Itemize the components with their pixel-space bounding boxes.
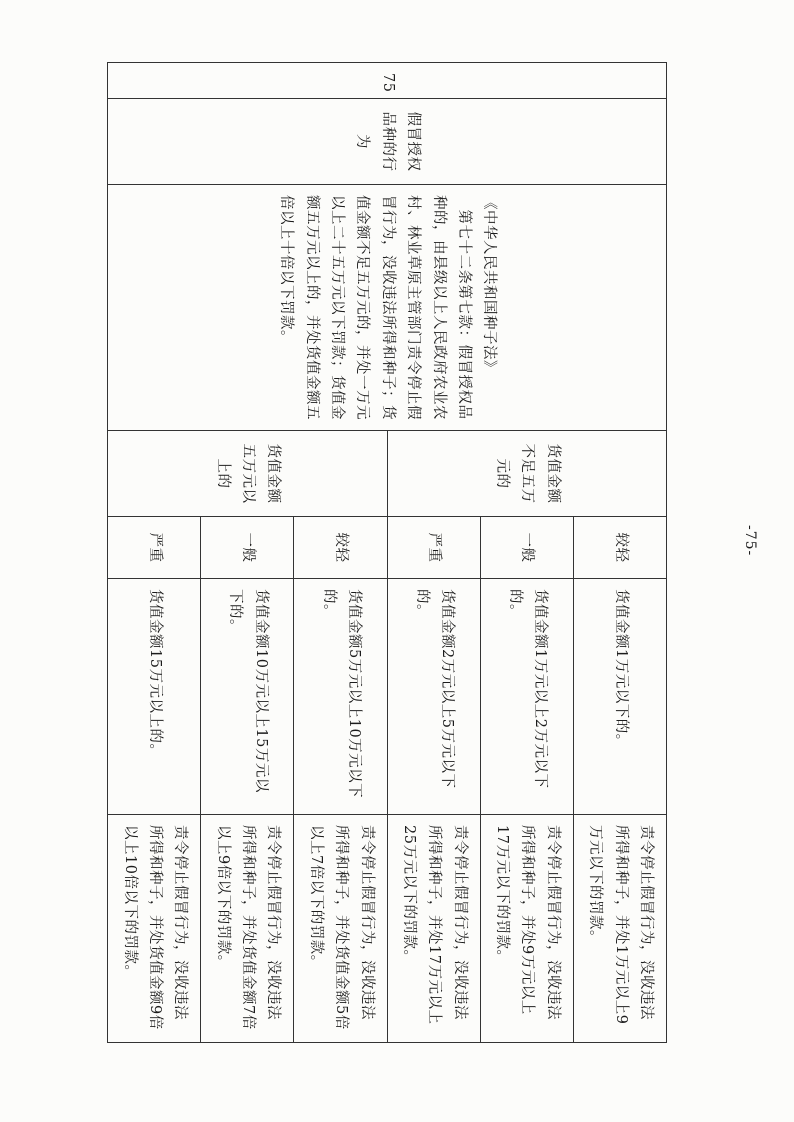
criteria-cell: 货值金额1万元以下的。: [573, 579, 666, 815]
penalty-cell: 责令停止假冒行为，没收违法所得和种子，并处货值金额5倍以上7倍以下的罚款。: [294, 815, 387, 1043]
penalty-table: [107, 62, 667, 1043]
penalty-cell: 责令停止假冒行为，没收违法所得和种子，并处货值金额9倍以上10倍以下的罚款。: [108, 815, 201, 1043]
law-article: 第七十二条第七款：假冒授权品种的，由县级以上人民政府农业农村、林业草原主管部门责令停止假冒行为，没收违法所得和种子；货值金额不足五万元的，并处一万元以上二十五万元以下罚款；货值金额五万元以上的，并处货值金额五倍以上十倍以下罚款。: [278, 195, 472, 420]
penalty-cell: 责令停止假冒行为，没收违法所得和种子，并处17万元以上25万元以下的罚款。: [387, 815, 480, 1043]
row-number: 75: [108, 63, 667, 99]
level-cell: 严重: [387, 517, 480, 579]
level-cell: 较轻: [294, 517, 387, 579]
penalty-cell: 责令停止假冒行为，没收违法所得和种子，并处货值金额7倍以上9倍以下的罚款。: [201, 815, 294, 1043]
legal-basis: [108, 185, 667, 431]
level-cell: 较轻: [573, 517, 666, 579]
penalty-cell: 责令停止假冒行为，没收违法所得和种子，并处9万元以上17万元以下的罚款。: [480, 815, 573, 1043]
criteria-cell: 货值金额5万元以上10万元以下的。: [294, 579, 387, 815]
table-row: [573, 63, 666, 1043]
criteria-cell: 货值金额15万元以上的。: [108, 579, 201, 815]
law-title: 《中华人民共和国种子法》: [481, 195, 498, 375]
condition-over-5w: 货值金额五万元以上的: [108, 431, 387, 517]
criteria-cell: 货值金额10万元以上15万元以下的。: [201, 579, 294, 815]
level-cell: 一般: [480, 517, 573, 579]
criteria-cell: 货值金额2万元以上5万元以下的。: [387, 579, 480, 815]
level-cell: 一般: [201, 517, 294, 579]
criteria-cell: 货值金额1万元以上2万元以下的。: [480, 579, 573, 815]
violation-behavior: 假冒授权品种的行为: [108, 99, 667, 185]
penalty-cell: 责令停止假冒行为，没收违法所得和种子，并处1万元以上9万元以下的罚款。: [573, 815, 666, 1043]
condition-under-5w: 货值金额不足五万元的: [387, 431, 666, 517]
page-number: -75-: [742, 525, 758, 557]
level-cell: 严重: [108, 517, 201, 579]
